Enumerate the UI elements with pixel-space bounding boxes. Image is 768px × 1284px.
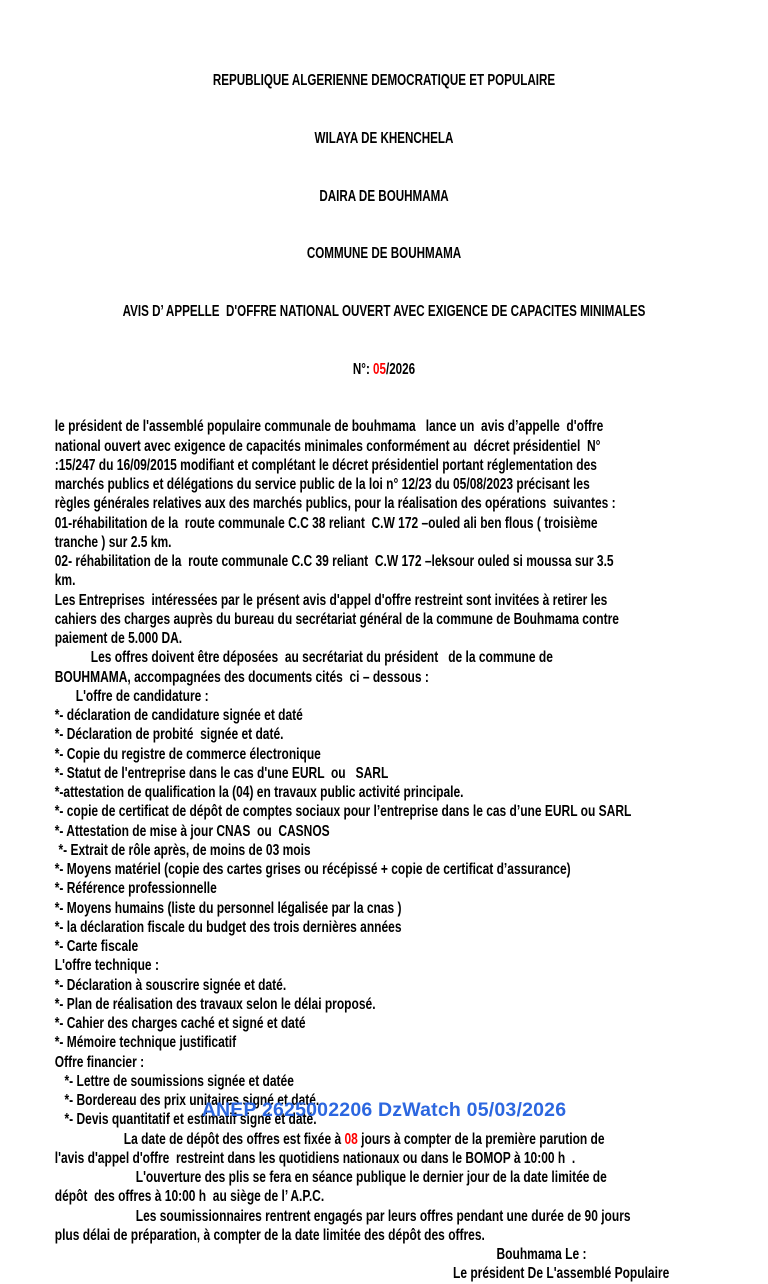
doc-list-item: *- Attestation de mise à jour CNAS ou CASNOS bbox=[54, 822, 330, 840]
doc-list-item: *- Statut de l'entreprise dans le cas d'une EURL ou SARL bbox=[54, 764, 389, 782]
doc-list-item: *- déclaration de candidature signée et daté bbox=[54, 707, 303, 725]
doc-line-lot2: 02- réhabilitation de la route communale C.C 39 reliant C.W 172 –leksour ouled si moussa sur 3.5 bbox=[54, 553, 614, 571]
doc-number-line bbox=[0, 360, 768, 379]
doc-list-item: *- Mémoire technique justificatif bbox=[54, 1034, 237, 1052]
doc-line: plus délai de préparation, à compter de la date limitée des dépôt des offres. bbox=[54, 1226, 485, 1244]
signature-title-line: Le président De L'assemblé Populaire bbox=[453, 1265, 670, 1283]
doc-list-item: *- Moyens matériel (copie des cartes grises ou récépissé + copie de certificat d’assurance) bbox=[54, 861, 571, 879]
doc-line: national ouvert avec exigence de capacités minimales conformément au décret présidentiel N° bbox=[54, 437, 601, 455]
doc-line: paiement de 5.000 DA. bbox=[54, 630, 183, 648]
doc-list-item: *- Cahier des charges caché et signé et daté bbox=[54, 1015, 306, 1033]
doc-line: Les Entreprises intéressées par le présent avis d'appel d'offre restreint sont invitées à retirer les bbox=[54, 591, 608, 609]
signature-place-line: Bouhmama Le : bbox=[496, 1246, 587, 1264]
doc-line: tranche ) sur 2.5 km. bbox=[54, 533, 172, 551]
deadline-days-red: 08 bbox=[344, 1130, 358, 1148]
footer-anep-line bbox=[0, 1097, 768, 1123]
doc-list-item: *- Déclaration de probité signée et daté. bbox=[54, 726, 284, 744]
footer-anep-text: ANEP 2625002206 DzWatch 05/03/2026 bbox=[201, 1099, 567, 1121]
header-line-wilaya: WILAYA DE KHENCHELA bbox=[314, 130, 454, 148]
doc-list-item: *- Bordereau des prix unitaires signé et daté. bbox=[64, 1092, 320, 1110]
deadline-suffix: jours à compter de la première parution de bbox=[357, 1130, 605, 1148]
doc-line: Les offres doivent être déposées au secrétariat du président de la commune de bbox=[90, 649, 553, 667]
header-line-commune: COMMUNE DE BOUHMAMA bbox=[306, 245, 462, 263]
doc-list-item: *- Lettre de soumissions signée et datée bbox=[64, 1072, 294, 1090]
doc-list-item: *-attestation de qualification la (04) en travaux public activité principale. bbox=[54, 784, 464, 802]
doc-line: :15/247 du 16/09/2015 modifiant et complétant le décret présidentiel portant réglementation des bbox=[54, 456, 597, 474]
doc-line: Les soumissionnaires rentrent engagés par leurs offres pendant une durée de 90 jours bbox=[135, 1207, 631, 1225]
section-offre-candidature: L'offre de candidature : bbox=[75, 687, 209, 705]
doc-list-item: *- Copie du registre de commerce électronique bbox=[54, 745, 321, 763]
doc-list-item: *- Devis quantitatif et estimatif signé et daté. bbox=[64, 1111, 317, 1129]
doc-line: le président de l'assemblé populaire communale de bouhmama lance un avis d’appelle d'offre bbox=[54, 418, 604, 436]
header-line-title: AVIS D’ APPELLE D'OFFRE NATIONAL OUVERT AVEC EXIGENCE DE CAPACITES MINIMALES bbox=[122, 303, 646, 321]
doc-number-red: 05 bbox=[373, 360, 386, 378]
section-offre-financier: Offre financier : bbox=[54, 1053, 145, 1071]
doc-body bbox=[0, 417, 768, 1283]
doc-list-item: *- Moyens humains (liste du personnel légalisée par la cnas ) bbox=[54, 899, 402, 917]
header-line-daira: DAIRA DE BOUHMAMA bbox=[319, 187, 449, 205]
doc-number-suffix: /2026 bbox=[385, 360, 416, 378]
doc-header bbox=[0, 0, 768, 417]
doc-line: règles générales relatives aux des marchés publics, pour la réalisation des opérations suivantes : bbox=[54, 495, 616, 513]
doc-line: km. bbox=[54, 572, 76, 590]
doc-line: dépôt des offres à 10:00 h au siège de l’ A.P.C. bbox=[54, 1188, 325, 1206]
doc-number-prefix: N°: bbox=[352, 360, 374, 378]
doc-line: cahiers des charges auprès du bureau du secrétariat général de la commune de Bouhmama contre bbox=[54, 610, 619, 628]
doc-list-item: *- la déclaration fiscale du budget des trois dernières années bbox=[54, 918, 402, 936]
doc-list-item: *- copie de certificat de dépôt de comptes sociaux pour l’entreprise dans le cas d’une EURL ou SARL bbox=[54, 803, 632, 821]
deadline-prefix: La date de dépôt des offres est fixée à bbox=[123, 1130, 345, 1148]
doc-list-item: *- Déclaration à souscrire signée et daté. bbox=[54, 976, 287, 994]
doc-line: marchés publics et délégations du service public de la loi n° 12/23 du 05/08/2023 précisant les bbox=[54, 476, 590, 494]
doc-list-item: *- Extrait de rôle après, de moins de 03 mois bbox=[58, 841, 311, 859]
header-line-republic: REPUBLIQUE ALGERIENNE DEMOCRATIQUE ET POPULAIRE bbox=[212, 72, 556, 90]
doc-line-lot1: 01-réhabilitation de la route communale C.C 38 reliant C.W 172 –ouled ali ben flous ( troisième bbox=[54, 514, 598, 532]
doc-list-item: *- Carte fiscale bbox=[54, 938, 139, 956]
doc-line: L'ouverture des plis se fera en séance publique le dernier jour de la date limitée de bbox=[135, 1169, 607, 1187]
section-offre-technique: L'offre technique : bbox=[54, 957, 159, 975]
doc-list-item: *- Référence professionnelle bbox=[54, 880, 217, 898]
doc-line: l'avis d'appel d'offre restreint dans les quotidiens nationaux ou dans le BOMOP à 10:00 h . bbox=[54, 1149, 576, 1167]
doc-list-item: *- Plan de réalisation des travaux selon le délai proposé. bbox=[54, 995, 376, 1013]
deadline-line bbox=[55, 1130, 714, 1149]
doc-line: BOUHMAMA, accompagnées des documents cités ci – dessous : bbox=[54, 668, 429, 686]
